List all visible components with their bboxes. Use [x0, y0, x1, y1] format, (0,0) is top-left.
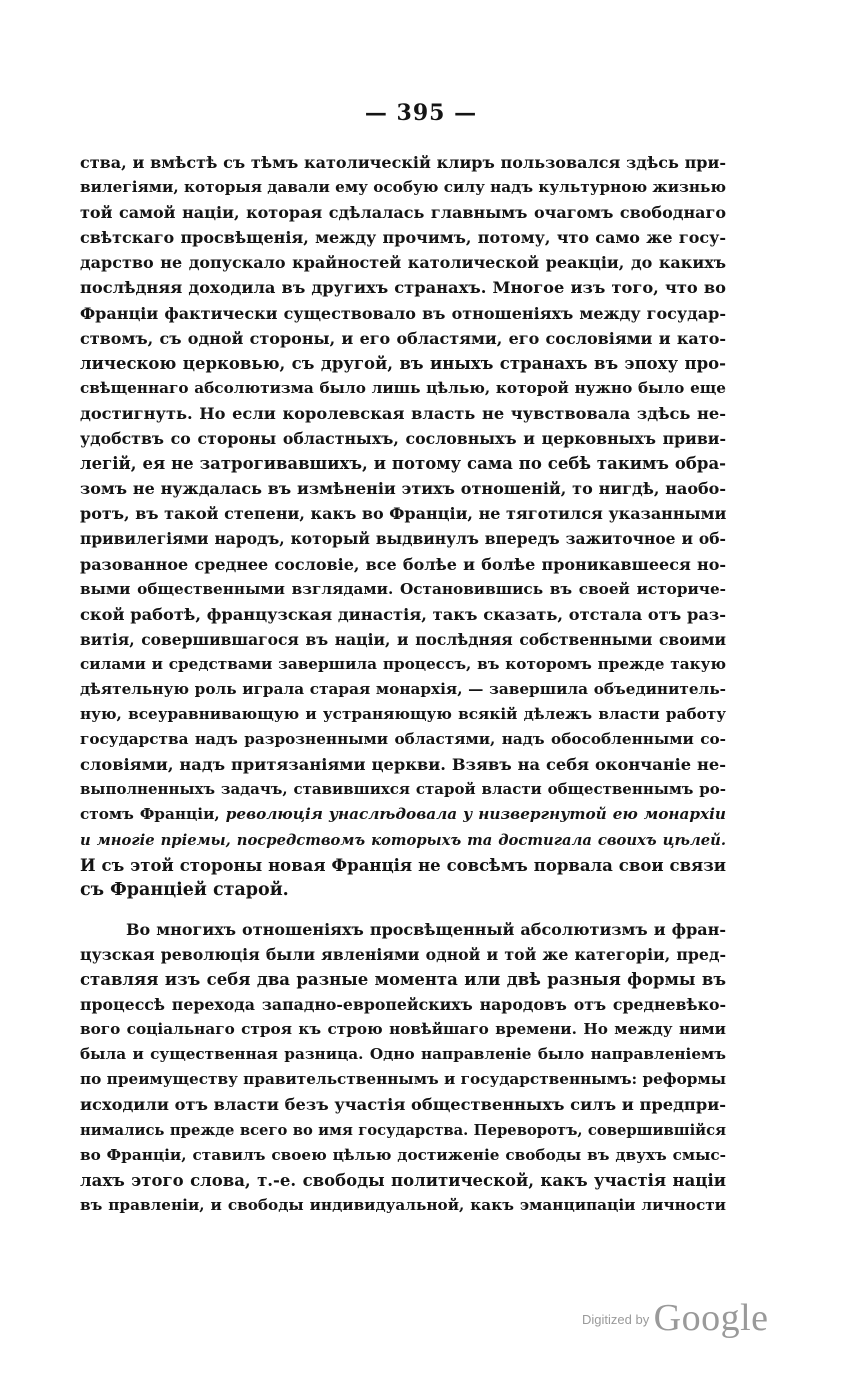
text-line: процессѣ перехода западно-европейскихъ народовъ отъ средневѣко- [80, 995, 726, 1015]
text-line: вого соціальнаго строя къ строю новѣйшаго времени. Но между ними [80, 1020, 726, 1039]
text-line: легій, ея не затрогивавшихъ, и потому сама по себѣ такимъ обра- [80, 454, 726, 474]
text-line: свѣтскаго просвѣщенія, между прочимъ, потому, что само же госу- [80, 228, 726, 248]
text-line: ства, и вмѣстѣ съ тѣмъ католическій клиръ пользовался здѣсь при- [80, 153, 726, 172]
text-line-first: Во многихъ отношеніяхъ просвѣщенный абсолютизмъ и фран- [126, 919, 726, 939]
paragraph-gap [80, 903, 726, 917]
text-line: государства надъ разрозненными областями, надъ обособленными со- [80, 730, 726, 749]
text-line: нимались прежде всего во имя государства. Переворотъ, совершившійся [80, 1121, 726, 1139]
page-number: — 395 — [364, 100, 478, 126]
text-line: цузская революція были явленіями одной и той же категоріи, пред- [80, 944, 726, 964]
text-line: вилегіями, которыя давали ему особую силу надъ культурною жизнью [80, 178, 726, 197]
text-line: витія, совершившагося въ націи, и послѣдняя собственными своими [80, 629, 726, 649]
text-line: дѣятельную роль играла старая монархія, — завершила объединитель- [80, 679, 726, 698]
text-line-mixed [80, 802, 726, 827]
text-line: выми общественными взглядами. Остановившись въ своей историче- [80, 579, 726, 598]
text-line: исходили отъ власти безъ участія общественныхъ силъ и предпри- [80, 1095, 726, 1115]
text-line: ротъ, въ такой степени, какъ во Франціи, не тяготился указанными [80, 504, 726, 524]
text-line: по преимуществу правительственнымъ и государственнымъ: реформы [80, 1070, 726, 1089]
text-line: была и существенная разница. Одно направленіе было направленіемъ [80, 1045, 726, 1064]
text-line: Франціи фактически существовало въ отношеніяхъ между государ- [80, 303, 726, 323]
text-line: той самой націи, которая сдѣлалась главнымъ очагомъ свободнаго [80, 203, 726, 223]
body-text [80, 150, 726, 1218]
text-line: свѣщеннаго абсолютизма было лишь цѣлью, которой нужно было еще [80, 378, 726, 397]
text-line: лическою церковью, съ другой, въ иныхъ странахъ въ эпоху про- [80, 353, 726, 373]
text-line: ской работѣ, французская династія, такъ сказать, отстала отъ раз- [80, 604, 726, 624]
text-line: зомъ не нуждалась въ измѣненіи этихъ отношеній, то нигдѣ, наобо- [80, 479, 726, 499]
paragraph-2 [80, 917, 726, 1218]
text-line: удобствъ со стороны областныхъ, сословныхъ и церковныхъ приви- [80, 429, 726, 449]
text-line: послѣдняя доходила въ другихъ странахъ. Многое изъ того, что во [80, 278, 726, 298]
text-line-last: съ Франціей старой. [80, 879, 289, 900]
digitized-by-text: Digitized by [582, 1312, 650, 1327]
italic-emphasis: революція унаслѣдовала у низвергнутой ею монархіи [225, 805, 726, 824]
text-line: И съ этой стороны новая Франція не совсѣмъ порвала свои связи [80, 855, 726, 875]
text-line: дарство не допускало крайностей католической реакціи, до какихъ [80, 253, 726, 273]
digitized-watermark [582, 1296, 769, 1340]
text-line: словіями, надъ притязаніями церкви. Взявъ на себя окончаніе не- [80, 755, 726, 775]
text-line: ную, всеуравнивающую и устраняющую всякій дѣлежъ власти работу [80, 705, 726, 724]
text-line: выполненныхъ задачъ, ставившихся старой власти общественнымъ ро- [80, 780, 726, 799]
text-line: привилегіями народъ, который выдвинулъ впередъ зажиточное и об- [80, 529, 726, 549]
paragraph-1 [80, 150, 726, 903]
text-line: въ правленіи, и свободы индивидуальной, какъ эманципаціи личности [80, 1195, 726, 1214]
italic-emphasis-line: и многіе пріемы, посредствомъ которыхъ та достигала своихъ цѣлей. [80, 831, 726, 849]
text-line: ставляя изъ себя два разные момента или двѣ разныя формы въ [80, 970, 726, 989]
text-line: достигнуть. Но если королевская власть не чувствовала здѣсь не- [80, 403, 726, 423]
google-logo: Google [653, 1297, 769, 1339]
text-line: лахъ этого слова, т.-е. свободы политической, какъ участія націи [80, 1170, 726, 1190]
text-line: разованное среднее сословіе, все болѣе и болѣе проникавшееся но- [80, 554, 726, 574]
text-line: ствомъ, съ одной стороны, и его областями, его сословіями и като- [80, 328, 726, 348]
text-segment: стомъ Франціи, [80, 805, 220, 824]
text-line: во Франціи, ставилъ своею цѣлью достиженіе свободы въ двухъ смыс- [80, 1145, 726, 1164]
text-line: силами и средствами завершила процессъ, въ которомъ прежде такую [80, 654, 726, 673]
